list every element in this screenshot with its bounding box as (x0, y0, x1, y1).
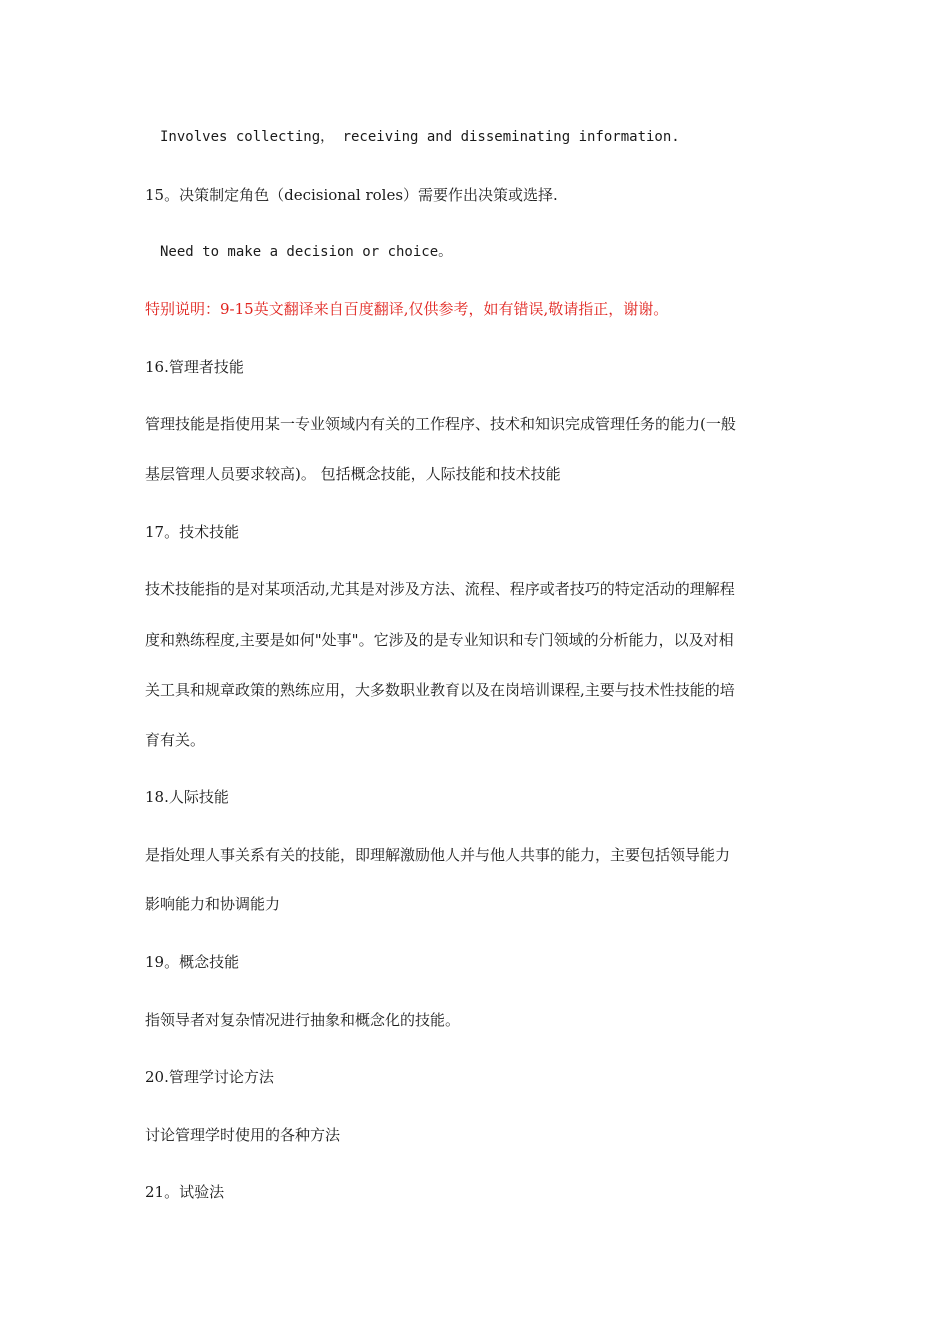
paragraph-18-line-2: 影响能力和协调能力 (145, 895, 281, 913)
paragraph-19: 指领导者对复杂情况进行抽象和概念化的技能。 (145, 1011, 461, 1029)
paragraph-16-line-1: 管理技能是指使用某一专业领域内有关的工作程序、技术和知识完成管理任务的能力(一般 (145, 415, 736, 433)
heading-21-experiment-method: 21。试验法 (145, 1183, 225, 1201)
paragraph-17-line-4: 育有关。 (145, 731, 206, 749)
special-note: 特别说明：9-15英文翻译来自百度翻译,仅供参考，如有错误,敬请指正，谢谢。 (145, 300, 669, 318)
heading-18-interpersonal-skills: 18.人际技能 (145, 788, 229, 806)
paragraph-20: 讨论管理学时使用的各种方法 (145, 1126, 341, 1144)
paragraph-17-line-2: 度和熟练程度,主要是如何"处事"。它涉及的是专业知识和专门领域的分析能力，以及对相 (145, 631, 734, 649)
paragraph-18-line-1: 是指处理人事关系有关的技能，即理解激励他人并与他人共事的能力，主要包括领导能力 (145, 846, 731, 864)
heading-19-conceptual-skills: 19。概念技能 (145, 953, 240, 971)
english-translation-14: Involves collecting， receiving and disseminating information. (160, 129, 680, 145)
paragraph-16-line-2: 基层管理人员要求较高)。 包括概念技能，人际技能和技术技能 (145, 465, 561, 483)
english-translation-15: Need to make a decision or choice。 (160, 244, 453, 260)
heading-16-manager-skills: 16.管理者技能 (145, 358, 244, 376)
paragraph-17-line-1: 技术技能指的是对某项活动,尤其是对涉及方法、流程、程序或者技巧的特定活动的理解程 (145, 580, 735, 598)
heading-20-discussion-methods: 20.管理学讨论方法 (145, 1068, 274, 1086)
heading-17-technical-skills: 17。技术技能 (145, 523, 240, 541)
paragraph-17-line-3: 关工具和规章政策的熟练应用，大多数职业教育以及在岗培训课程,主要与技术性技能的培 (145, 681, 735, 699)
item-15-decisional-roles: 15。决策制定角色（decisional roles）需要作出决策或选择. (145, 186, 558, 204)
